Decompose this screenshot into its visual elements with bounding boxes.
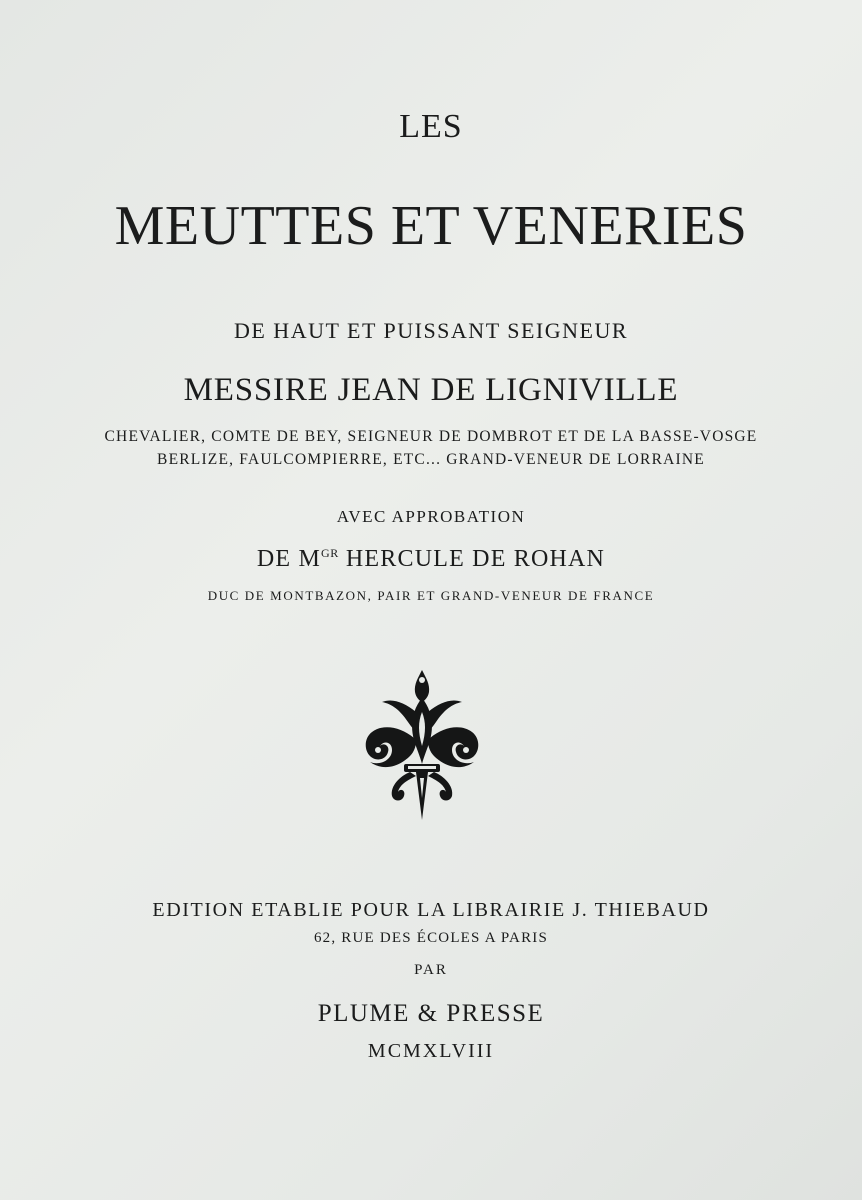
author-titles-line-2: BERLIZE, FAULCOMPIERRE, ETC... GRAND-VENEUR DE LORRAINE: [157, 451, 705, 468]
par-label: PAR: [414, 962, 448, 978]
subtitle: DE HAUT ET PUISSANT SEIGNEUR: [233, 318, 629, 343]
approver-name: [0, 546, 862, 573]
author-name: MESSIRE JEAN DE LIGNIVILLE: [183, 372, 679, 408]
publisher-name: PLUME & PRESSE: [317, 1000, 545, 1027]
fleur-de-lis-ornament-icon: [360, 668, 484, 824]
approver-prefix: DE M: [256, 546, 322, 572]
approbation-label: AVEC APPROBATION: [336, 507, 526, 526]
approver-honorific-sup: GR: [321, 546, 339, 560]
edition-statement: EDITION ETABLIE POUR LA LIBRAIRIE J. THIEBAUD: [152, 899, 710, 921]
author-titles-line-1: CHEVALIER, COMTE DE BEY, SEIGNEUR DE DOMBROT ET DE LA BASSE-VOSGE: [104, 428, 758, 445]
approver-titles: DUC DE MONTBAZON, PAIR ET GRAND-VENEUR DE FRANCE: [207, 588, 655, 603]
approver-surname: HERCULE DE ROHAN: [338, 546, 606, 572]
book-title: MEUTTES ET VENERIES: [114, 195, 748, 257]
publication-year: MCMXLVIII: [367, 1040, 495, 1062]
publisher-address: 62, RUE DES ÉCOLES A PARIS: [313, 930, 549, 946]
title-article: LES: [399, 108, 463, 145]
